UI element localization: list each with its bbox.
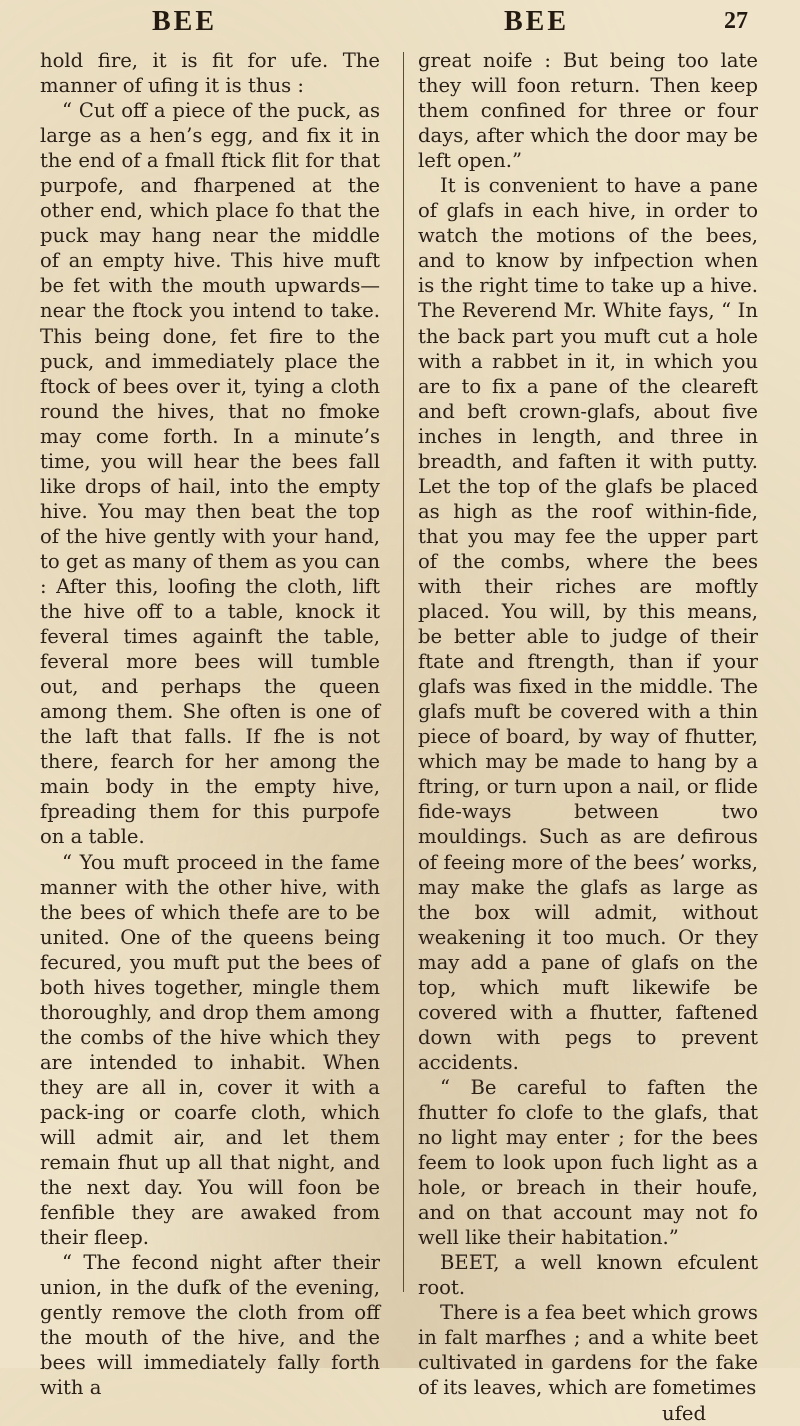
column-divider — [403, 52, 404, 1292]
right-paragraph-4: BEET, a well known efculent root. — [418, 1251, 758, 1300]
left-running-head: BEE — [152, 6, 218, 37]
left-paragraph-1: hold fire, it is fit for ufe. The manner of ufing it is thus : — [40, 49, 380, 98]
right-running-head: BEE — [504, 6, 570, 37]
right-paragraph-1: great noife : But being too late they will foon return. Then keep them confined for three or four days, after which the door may be left open.” — [418, 49, 758, 173]
page-number: 27 — [724, 8, 748, 34]
right-header — [418, 0, 758, 48]
right-paragraph-2: It is convenient to have a pane of glafs in each hive, in order to watch the motions of the bees, and to know by infpection when is the right time to take up a hive. The Reverend Mr. White fays, “ In the back part you muft cut a hole with a rabbet in it, in which you are to fix a pane of the cleareft and beft crown-glafs, about five inches in length, and three in breadth, and faften it with putty. Let the top of the glafs be placed as high as the roof within-fide, that you may fee the upper part of the combs, where the bees with their riches are moftly placed. You will, by this means, be better able to judge of their ftate and ftrength, than if your glafs was fixed in the middle. The glafs muft be covered with a thin piece of board, by way of fhutter, which may be made to hang by a ftring, or turn upon a nail, or flide fide-ways between two mouldings. Such as are defirous of feeing more of the bees’ works, may make the glafs as large as the box will admit, without weakening it too much. Or they may add a pane of glafs on the top, which muft likewife be covered with a fhutter, faftened down with pegs to prevent accidents. — [418, 174, 758, 1074]
left-header — [40, 0, 380, 48]
catchword: ufed — [661, 1401, 706, 1425]
right-column-text — [418, 48, 758, 1401]
left-column — [40, 0, 380, 1401]
right-column — [418, 0, 758, 1426]
left-paragraph-3: “ You muft proceed in the fame manner with the other hive, with the bees of which thefe are to be united. One of the queens being fecured, you muft put the bees of both hives together, mingle them thoroughly, and drop them among the combs of the hive which they are intended to inhabit. When they are all in, cover it with a pack-ing or coarfe cloth, which will admit air, and let them remain fhut up all that night, and the next day. You will foon be fenfible they are awaked from their fleep. — [40, 850, 380, 1250]
right-paragraph-5: There is a fea beet which grows in falt marfhes ; and a white beet cultivated in gardens for the fake of its leaves, which are fometimes — [418, 1301, 758, 1400]
left-paragraph-4: “ The fecond night after their union, in the dufk of the evening, gently remove the cloth from off the mouth of the hive, and the bees will immediately fally forth with a — [40, 1251, 380, 1400]
left-column-text — [40, 48, 380, 1401]
right-paragraph-3: “ Be careful to faften the fhutter fo clofe to the glafs, that no light may enter ; for the bees feem to look upon fuch light as a hole, or breach in their houfe, and on that account may not fo well like their habitation.” — [418, 1075, 758, 1250]
left-paragraph-2: “ Cut off a piece of the puck, as large as a hen’s egg, and fix it in the end of a fmall ftick flit for that purpofe, and fharpened at the other end, which place fo that the puck may hang near the middle of an empty hive. This hive muft be fet with the mouth upwards—near the ftock you intend to take. This being done, fet fire to the puck, and immediately place the ftock of bees over it, tying a cloth round the hives, that no fmoke may come forth. In a minute’s time, you will hear the bees fall like drops of hail, into the empty hive. You may then beat the top of the hive gently with your hand, to get as many of them as you can : After this, loofing the cloth, lift the hive off to a table, knock it feveral times againft the table, feveral more bees will tumble out, and perhaps the queen among them. She often is one of the laft that falls. If fhe is not there, fearch for her among the main body in the empty hive, fpreading them for this purpofe on a table. — [40, 99, 380, 849]
